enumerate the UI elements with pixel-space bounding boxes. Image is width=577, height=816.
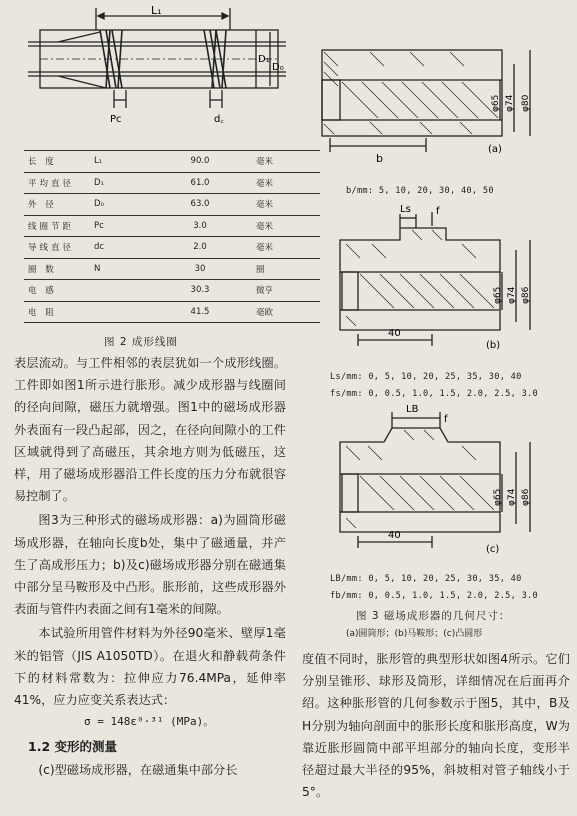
paragraph: (c)型磁场成形器，在磁通集中部分长 <box>38 763 238 778</box>
table-row: 长 度 L₁ 90.0 毫米 <box>24 151 320 173</box>
fig2-L1-label: L₁ <box>151 4 162 17</box>
figure3a-cylindrical-former <box>300 28 570 168</box>
fig2-Pc-label: Pc <box>110 114 122 125</box>
fig3c-width-label: 40 <box>388 530 401 541</box>
fig3c-params-1: LB/mm: 0, 5, 10, 20, 25, 30, 35, 40 <box>330 574 522 584</box>
table-row: 电 感 30.3 微亨 <box>24 280 320 302</box>
fig3c-sublabel: (c) <box>486 544 500 555</box>
fig3b-dim-74: φ74 <box>507 286 517 304</box>
fig3b-width-label: 40 <box>388 328 401 339</box>
fig3a-dim-65: φ65 <box>491 94 501 112</box>
fig3a-dim-74: φ74 <box>505 94 515 112</box>
figure2-coil-drawing <box>18 4 288 132</box>
fig3c-dim-74: φ74 <box>507 488 517 506</box>
table-row: 导线直径 dc 2.0 毫米 <box>24 237 320 259</box>
fig3a-b-label: b <box>376 152 383 165</box>
fig3c-LB-label: LB <box>406 404 419 415</box>
fig3c-f-label: f <box>444 414 448 425</box>
fig2-D1-label: D₁ <box>258 54 270 65</box>
fig3c-params-2: fb/mm: 0, 0.5, 1.0, 1.5, 2.0, 2.5, 3.0 <box>330 591 539 601</box>
fig3c-dim-86: φ86 <box>521 488 531 506</box>
fig3b-params-1: Ls/mm: 0, 5, 10, 20, 25, 35, 30, 40 <box>330 372 522 382</box>
figure3c-convex-former <box>312 402 562 567</box>
paragraph: 本试验所用管件材料为外径90毫米、壁厚1毫米的铝管（JIS A1050TD）。在退火和静载荷条件下的材料常数为：拉伸应力76.4MPa，延伸率41%，应力应变关系表达式： <box>14 626 286 708</box>
left-text-column <box>14 352 286 781</box>
fig3b-dim-65: φ65 <box>493 286 503 304</box>
fig3c-dim-65: φ65 <box>493 488 503 506</box>
figure3-subcaption: (a)圆筒形；(b)马鞍形；(c)凸圆形 <box>346 629 483 639</box>
fig2-D0-label: D₀ <box>272 62 284 73</box>
table-row: 圈 数 N 30 圈 <box>24 258 320 280</box>
section-heading: 1.2 变形的测量 <box>28 739 117 755</box>
fig3a-params: b/mm: 5, 10, 20, 30, 40, 50 <box>346 186 494 196</box>
fig3a-dim-80: φ80 <box>521 94 531 112</box>
stress-strain-formula: σ = 148ε⁰·³¹ (MPa)。 <box>84 715 215 729</box>
table-row: 线圈节距 Pc 3.0 毫米 <box>24 215 320 237</box>
table-row: 外 径 D₀ 63.0 毫米 <box>24 194 320 216</box>
fig3b-sublabel: (b) <box>486 340 501 351</box>
figure3-caption: 图 3 磁场成形器的几何尺寸： <box>356 610 511 622</box>
fig3b-Ls-label: Ls <box>400 204 411 215</box>
fig2-dc-label: d꜀ <box>214 114 224 125</box>
paragraph: 图3为三种形式的磁场成形器：a)为圆筒形磁场成形器，在轴向长度b处，集中了磁通量，并产生了高成形压力；b)及c)磁场成形器分别在磁通集中部分呈马鞍形及中凸形。胀形前，这些成形器外表面与管件内表面之间有1毫米的间隙。 <box>14 513 286 617</box>
figure2-caption: 图 2 成形线圈 <box>104 336 178 348</box>
fig3b-dim-86: φ86 <box>521 286 531 304</box>
fig3b-params-2: fs/mm: 0, 0.5, 1.0, 1.5, 2.0, 2.5, 3.0 <box>330 389 539 399</box>
coil-spec-table <box>24 150 320 323</box>
paragraph: 度值不同时，胀形管的典型形状如图4所示。它们分别呈锥形、球形及筒形，详细情况在后面再介绍。这种胀形管的几何参数示于图5，其中，B及H分别为轴向剖面中的胀形长度和胀形高度，W为靠近胀形圆筒中部平坦部分的轴向长度，变形半径超过最大半径的95%，斜坡相对管子轴线小于5°。 <box>302 652 570 800</box>
table-row: 平均直径 D₁ 61.0 毫米 <box>24 172 320 194</box>
right-text-column <box>302 648 570 803</box>
figure3b-saddle-former <box>312 200 562 365</box>
fig3a-sublabel: (a) <box>488 144 502 155</box>
paragraph: 表层流动。与工件相邻的表层犹如一个成形线圈。工件即如图1所示进行胀形。减少成形器与线圈间的径向间隙，磁压力就增强。图1中的磁场成形器外表面有一段凸起部，因之，在径向间隙小的工件区域就得到了高磁压，其余地方则为低磁压，这样，用了磁场成形器沿工件长度的压力分布就很容易控制了。 <box>14 356 286 504</box>
fig3b-f-label: f <box>436 206 440 217</box>
table-row: 电 阻 41.5 毫欧 <box>24 301 320 323</box>
